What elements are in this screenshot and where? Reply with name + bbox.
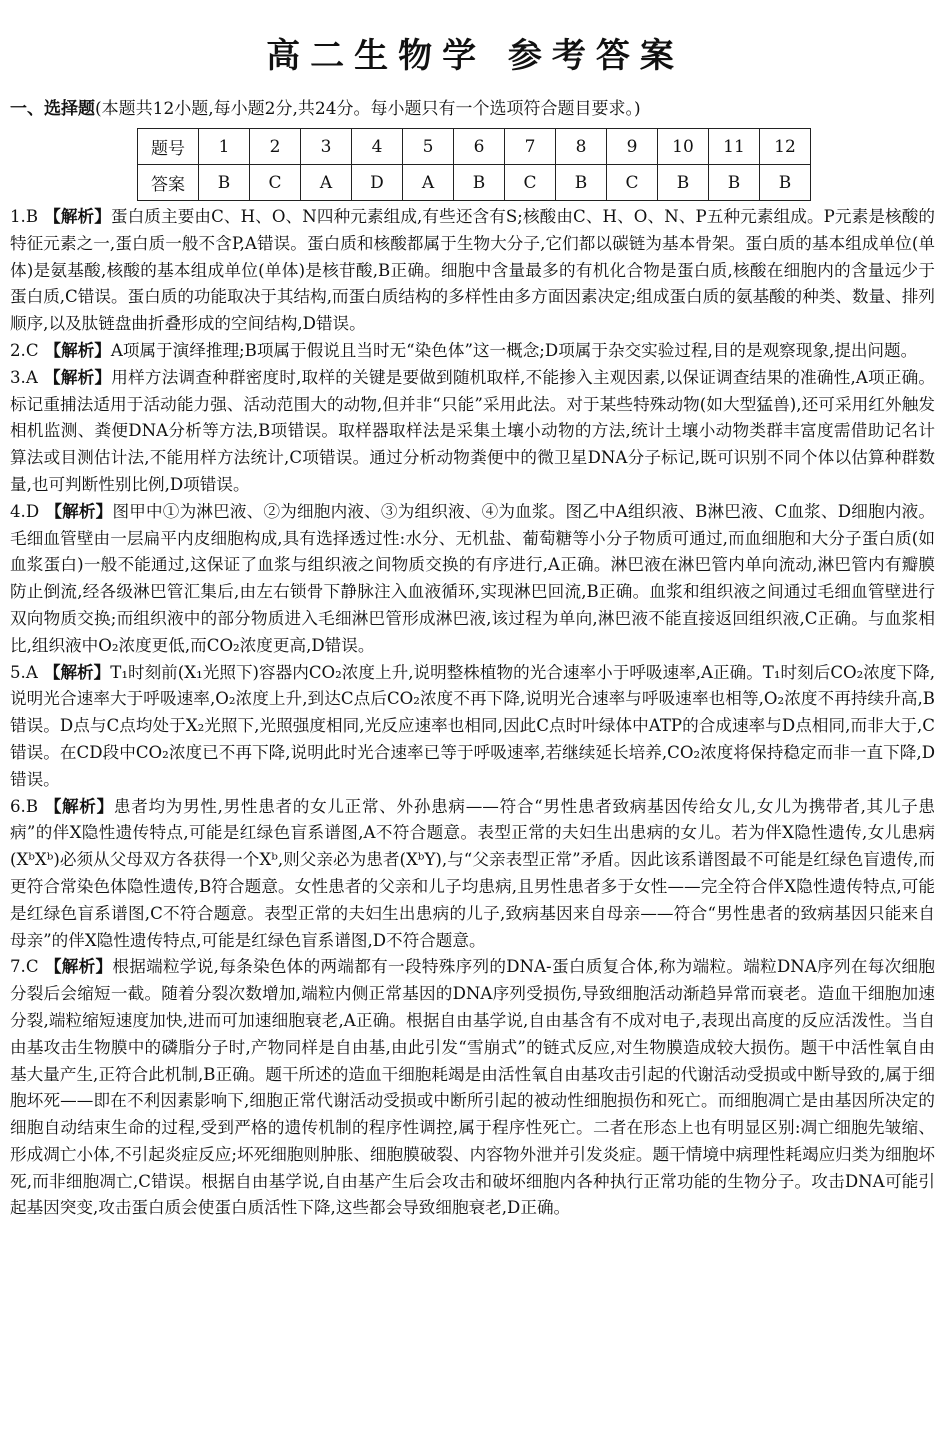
explanation-item <box>10 338 935 365</box>
explanation-item <box>10 954 935 1222</box>
question-number-cell: 4 <box>352 129 403 165</box>
question-answer: 7.C <box>10 957 39 977</box>
analysis-tag: 【解析】 <box>45 501 113 521</box>
answer-cell: B <box>760 165 811 201</box>
answer-cell: B <box>658 165 709 201</box>
answer-cell: B <box>199 165 250 201</box>
explanation-list <box>10 204 935 1222</box>
explanation-item <box>10 794 935 955</box>
explanation-item <box>10 365 935 499</box>
explanation-item <box>10 204 935 338</box>
explanation-item <box>10 660 935 794</box>
question-answer: 2.C <box>10 340 39 360</box>
analysis-tag: 【解析】 <box>43 367 112 387</box>
analysis-text: A项属于演绎推理;B项属于假说且当时无“染色体”这一概念;D项属于杂交实验过程,目的是观察现象,提出问题。 <box>110 340 918 360</box>
question-answer: 4.D <box>10 501 40 521</box>
question-number-cell: 3 <box>301 129 352 165</box>
analysis-tag: 【解析】 <box>43 662 111 682</box>
row-label-answer: 答案 <box>138 165 199 201</box>
section-note: (本题共12小题,每小题2分,共24分。每小题只有一个选项符合题目要求。) <box>95 99 641 119</box>
page-title: 高二生物学 参考答案 <box>266 36 684 76</box>
question-number-cell: 9 <box>607 129 658 165</box>
analysis-text: 根据端粒学说,每条染色体的两端都有一段特殊序列的DNA-蛋白质复合体,称为端粒。端粒DNA序列在每次细胞分裂后会缩短一截。随着分裂次数增加,端粒内侧正常基因的DNA序列受损伤,导致细胞活动渐趋异常而衰老。造血干细胞加速分裂,端粒缩短速度加快,进而可加速细胞衰老,A正确。根据自由基学说,自由基含有不成对电子,表现出高度的反应活泼性。当自由基攻击生物膜中的磷脂分子时,产物同样是自由基,由此引发“雪崩式”的链式反应,对生物膜造成较大损伤。题干中活性氧自由基大量产生,正符合此机制,B正确。题干所述的造血干细胞耗竭是由活性氧自由基攻击引起的代谢活动受损或中断导致的,属于细胞坏死——即在不利因素影响下,细胞正常代谢活动受损或中断所引起的被动性细胞损伤和死亡。而细胞凋亡是由基因所决定的细胞自动结束生命的过程,受到严格的遗传机制的程序性调控,属于程序性死亡。二者在形态上也有明显区别:凋亡细胞先皱缩、形成凋亡小体,不引起炎症反应;坏死细胞则肿胀、细胞膜破裂、内容物外泄并引发炎症。题干情境中病理性耗竭应归类为细胞坏死,而非细胞凋亡,C错误。根据自由基学说,自由基产生后会攻击和破坏细胞内各种执行正常功能的生物分子。攻击DNA可能引起基因突变,攻击蛋白质会使蛋白质活性下降,这些都会导致细胞衰老,D正确。 <box>10 957 935 1218</box>
answer-table-number-row <box>138 129 811 165</box>
question-number-cell: 1 <box>199 129 250 165</box>
answer-cell: C <box>505 165 556 201</box>
question-number-cell: 10 <box>658 129 709 165</box>
analysis-tag: 【解析】 <box>44 796 114 816</box>
question-number-cell: 6 <box>454 129 505 165</box>
answer-cell: B <box>709 165 760 201</box>
analysis-text: 蛋白质主要由C、H、O、N四种元素组成,有些还含有S;核酸由C、H、O、N、P五种元素组成。P元素是核酸的特征元素之一,蛋白质一般不含P,A错误。蛋白质和核酸都属于生物大分子,它们都以碳链为基本骨架。蛋白质的基本组成单位(单体)是氨基酸,核酸的基本组成单位(单体)是核苷酸,B正确。细胞中含量最多的有机化合物是蛋白质,核酸在细胞内的含量远少于蛋白质,C错误。蛋白质的功能取决于其结构,而蛋白质结构的多样性由多方面因素决定;组成蛋白质的氨基酸的种类、数量、排列顺序,以及肽链盘曲折叠形成的空间结构,D错误。 <box>10 207 935 334</box>
question-answer: 3.A <box>10 367 38 387</box>
analysis-tag: 【解析】 <box>44 957 113 977</box>
question-number-cell: 5 <box>403 129 454 165</box>
analysis-tag: 【解析】 <box>44 207 111 226</box>
section-heading <box>10 97 641 121</box>
answer-table-answer-row <box>138 165 811 201</box>
answer-cell: C <box>607 165 658 201</box>
question-answer: 6.B <box>10 796 39 816</box>
question-number-cell: 7 <box>505 129 556 165</box>
question-answer: 1.B <box>10 207 39 226</box>
row-label-number: 题号 <box>138 129 199 165</box>
analysis-text: 图甲中①为淋巴液、②为细胞内液、③为组织液、④为血浆。图乙中A组织液、B淋巴液、C血浆、D细胞内液。毛细血管壁由一层扁平内皮细胞构成,具有选择透过性:水分、无机盐、葡萄糖等小分子物质可通过,而血细胞和大分子蛋白质(如血浆蛋白)一般不能通过,这保证了血浆与组织液之间物质交换的有序进行,A正确。淋巴液在淋巴管内单向流动,淋巴管内有瓣膜防止倒流,经各级淋巴管汇集后,由左右锁骨下静脉注入血液循环,实现淋巴回流,B正确。血浆和组织液之间通过毛细血管壁进行双向物质交换;而组织液中的部分物质进入毛细淋巴管形成淋巴液,该过程为单向,淋巴液不能直接返回组织液,C正确。与血浆相比,组织液中O₂浓度更低,而CO₂浓度更高,D错误。 <box>10 501 936 655</box>
question-number-cell: 12 <box>760 129 811 165</box>
answer-cell: A <box>301 165 352 201</box>
analysis-text: 患者均为男性,男性患者的女儿正常、外孙患病——符合“男性患者致病基因传给女儿,女儿为携带者,其儿子患病”的伴X隐性遗传特点,可能是红绿色盲系谱图,A不符合题意。表型正常的夫妇生出患病的女儿。若为伴X隐性遗传,女儿患病(XᵇXᵇ)必须从父母双方各获得一个Xᵇ,则父亲必为患者(XᵇY),与“父亲表型正常”矛盾。因此该系谱图最不可能是红绿色盲遗传,而更符合常染色体隐性遗传,B符合题意。女性患者的父亲和儿子均患病,且男性患者多于女性——完全符合伴X隐性遗传特点,可能是红绿色盲系谱图,C不符合题意。表型正常的夫妇生出患病的儿子,致病基因来自母亲——符合“男性患者的致病基因只能来自母亲”的伴X隐性遗传特点,可能是红绿色盲系谱图,D不符合题意。 <box>10 796 936 950</box>
question-number-cell: 11 <box>709 129 760 165</box>
answer-cell: D <box>352 165 403 201</box>
answer-cell: B <box>556 165 607 201</box>
question-number-cell: 8 <box>556 129 607 165</box>
answer-cell: B <box>454 165 505 201</box>
explanation-item <box>10 499 935 660</box>
section-title: 一、选择题 <box>10 99 95 119</box>
answer-table <box>137 128 811 201</box>
analysis-text: 用样方法调查种群密度时,取样的关键是要做到随机取样,不能掺入主观因素,以保证调查结果的准确性,A项正确。标记重捕法适用于活动能力强、活动范围大的动物,但并非“只能”采用此法。对于某些特殊动物(如大型猛兽),还可采用红外触发相机监测、粪便DNA分析等方法,B项错误。取样器取样法是采集土壤小动物的方法,统计土壤小动物类群丰富度需借助记名计算法或目测估计法,不能用样方法统计,C项错误。通过分析动物粪便中的微卫星DNA分子标记,既可识别不同个体以估算种群数量,也可判断性别比例,D项错误。 <box>10 367 935 494</box>
question-number-cell: 2 <box>250 129 301 165</box>
question-answer: 5.A <box>10 662 38 682</box>
analysis-tag: 【解析】 <box>44 340 111 360</box>
answer-cell: A <box>403 165 454 201</box>
answer-cell: C <box>250 165 301 201</box>
analysis-text: T₁时刻前(X₁光照下)容器内CO₂浓度上升,说明整株植物的光合速率小于呼吸速率,A正确。T₁时刻后CO₂浓度下降,说明光合速率大于呼吸速率,O₂浓度上升,到达C点后CO₂浓度不再下降,说明光合速率与呼吸速率也相等,O₂浓度不再持续升高,B错误。D点与C点均处于X₂光照下,光照强度相同,光反应速率也相同,因此C点时叶绿体中ATP的合成速率与D点相同,而非大于,C错误。在CD段中CO₂浓度已不再下降,说明此时光合速率已等于呼吸速率,若继续延长培养,CO₂浓度将保持稳定而非一直下降,D错误。 <box>10 662 935 789</box>
